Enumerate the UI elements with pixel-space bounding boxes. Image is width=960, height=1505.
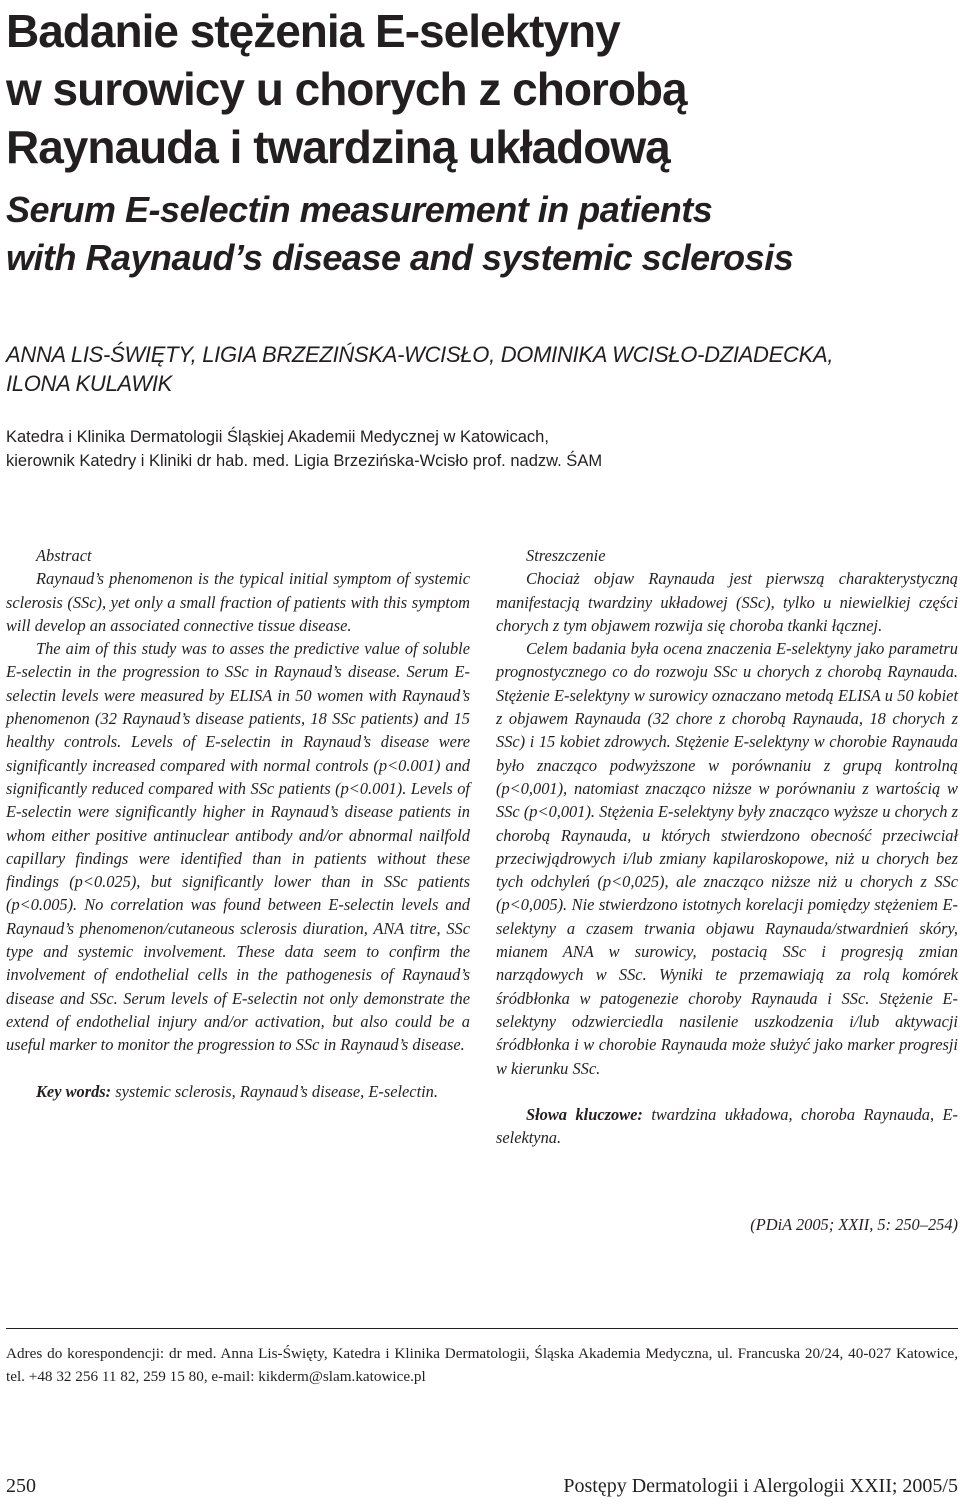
- abstract-paragraph: The aim of this study was to asses the predictive value of soluble E-selectin in the progression to SSc in Raynaud’s disease. Serum E-selectin levels were measured by ELISA in 50 women with Raynaud’s phenomenon (32 Raynaud’s disease patients, 18 SSc patients) and 15 healthy controls. Levels of E-selectin in Raynaud’s disease were significantly increased compared with normal controls (p<0.001) and significantly reduced compared with SSc patients (p<0.001). Levels of E-selectin were significantly higher in Raynaud’s disease patients in whom either positive antinuclear antibody and/or abnormal nailfold capillary findings were identified than in patients without these findings (p<0.025), but significantly lower than in SSc patients (p<0.005). No correlation was found between E-selectin levels and Raynaud’s phenomenon/cutaneous sclerosis diuration, ANA titre, SSc type and systemic involvement. These data seem to confirm the involvement of endothelial cells in the pathogenesis of Raynaud’s disease and SSc. Serum levels of E-selectin not only demonstrate the extend of endothelial injury and/or activation, but also could be a useful marker to monitor the progression to SSc in Raynaud’s disease.: [6, 639, 470, 1055]
- author-list: [6, 340, 946, 398]
- title-en-line: Serum E-selectin measurement in patients: [6, 189, 713, 230]
- slowa-kluczowe-label: Słowa kluczowe:: [526, 1104, 643, 1124]
- slowa-kluczowe: [496, 1103, 958, 1150]
- authors-line: ILONA KULAWIK: [6, 371, 173, 396]
- streszczenie-heading: Streszczenie: [526, 546, 606, 565]
- abstract-polish: [496, 544, 958, 1149]
- journal-name: Postępy Dermatologii i Alergologii XXII; 2005/5: [563, 1475, 958, 1497]
- keywords: [6, 1080, 470, 1103]
- keywords-label: Key words:: [36, 1081, 112, 1101]
- abstract-paragraph: Raynaud’s phenomenon is the typical initial symptom of systemic sclerosis (SSc), yet only a small fraction of patients with this symptom will develop an associated connective tissue disease.: [6, 569, 470, 635]
- abstract-english: [6, 544, 470, 1103]
- authors-line: ANNA LIS-ŚWIĘTY, LIGIA BRZEZIŃSKA-WCISŁO, DOMINIKA WCISŁO-DZIADECKA,: [6, 342, 834, 367]
- title-pl-line: Badanie stężenia E-selektyny: [6, 5, 620, 57]
- title-en-line: with Raynaud’s disease and systemic sclerosis: [6, 237, 794, 278]
- affiliation-line: kierownik Katedry i Kliniki dr hab. med. Ligia Brzezińska-Wcisło prof. nadzw. ŚAM: [6, 452, 603, 470]
- correspondence-address: Adres do korespondencji: dr med. Anna Lis-Święty, Katedra i Klinika Dermatologii, Śląska Akademia Medyczna, ul. Francuska 20/24, 40-027 Katowice, tel. +48 32 256 11 82, 259 15 80, e-mail: kikderm@slam.katowice.pl: [6, 1345, 958, 1385]
- title-pl-line: w surowicy u chorych z chorobą: [6, 63, 687, 115]
- citation: (PDiA 2005; XXII, 5: 250–254): [750, 1215, 958, 1234]
- slowa-kluczowe-text: twardzina układowa, choroba Raynauda, E-selektyna.: [496, 1104, 958, 1148]
- streszczenie-paragraph: Celem badania była ocena znaczenia E-selektyny jako parametru prognostycznego co do rozwoju SSc u chorych z chorobą Raynauda. Stężenie E-selektyny w surowicy oznaczano metodą ELISA u 50 kobiet z objawem Raynauda (32 chore z chorobą Raynauda, 18 chorych z SSc) i 15 kobiet zdrowych. Stężenie E-selektyny w chorobie Raynauda było znacząco podwyższone w porównaniu z grupą kontrolną (p<0,001), natomiast znacząco niższe w porównaniu z wartością w SSc (p<0,001). Stężenia E-selektyny były znacząco wyższe u chorych z chorobą Raynauda, u których stwierdzono obecność przeciwciał przeciwjądrowych i/lub zmiany kapilaroskopowe, niż u chorych bez tych odchyleń (p<0,025), ale znacząco niższe niż u chorych z SSc (p<0,005). Nie stwierdzono istotnych korelacji pomiędzy stężeniem E-selektyny a czasem trwania objawu Raynauda/stwardnień skóry, mianem ANA w surowicy, postacią SSc i progresją zmian narządowych w SSc. Wyniki te przemawiają za rolą komórek śródbłonka w patogenezie choroby Raynauda i SSc. Stężenie E-selektyny odzwierciedla nasilenie uszkodzenia i/lub aktywacji śródbłonka i w chorobie Raynauda może służyć jako marker progresji w kierunku SSc.: [496, 639, 958, 1078]
- affiliation-line: Katedra i Klinika Dermatologii Śląskiej Akademii Medycznej w Katowicach,: [6, 428, 549, 446]
- article-title-polish: [6, 2, 946, 176]
- affiliation: [6, 425, 946, 473]
- keywords-text: systemic sclerosis, Raynaud’s disease, E-selectin.: [115, 1081, 438, 1101]
- title-pl-line: Raynauda i twardziną układową: [6, 121, 670, 173]
- abstract-heading: Abstract: [36, 546, 92, 565]
- page-number: 250: [6, 1475, 36, 1497]
- article-title-english: [6, 186, 946, 282]
- streszczenie-paragraph: Chociaż objaw Raynauda jest pierwszą charakterystyczną manifestacją twardziny układowej (SSc), tylko u niewielkiej części chorych z tym objawem rozwija się choroba tkanki łącznej.: [496, 569, 958, 635]
- divider: [6, 1328, 958, 1329]
